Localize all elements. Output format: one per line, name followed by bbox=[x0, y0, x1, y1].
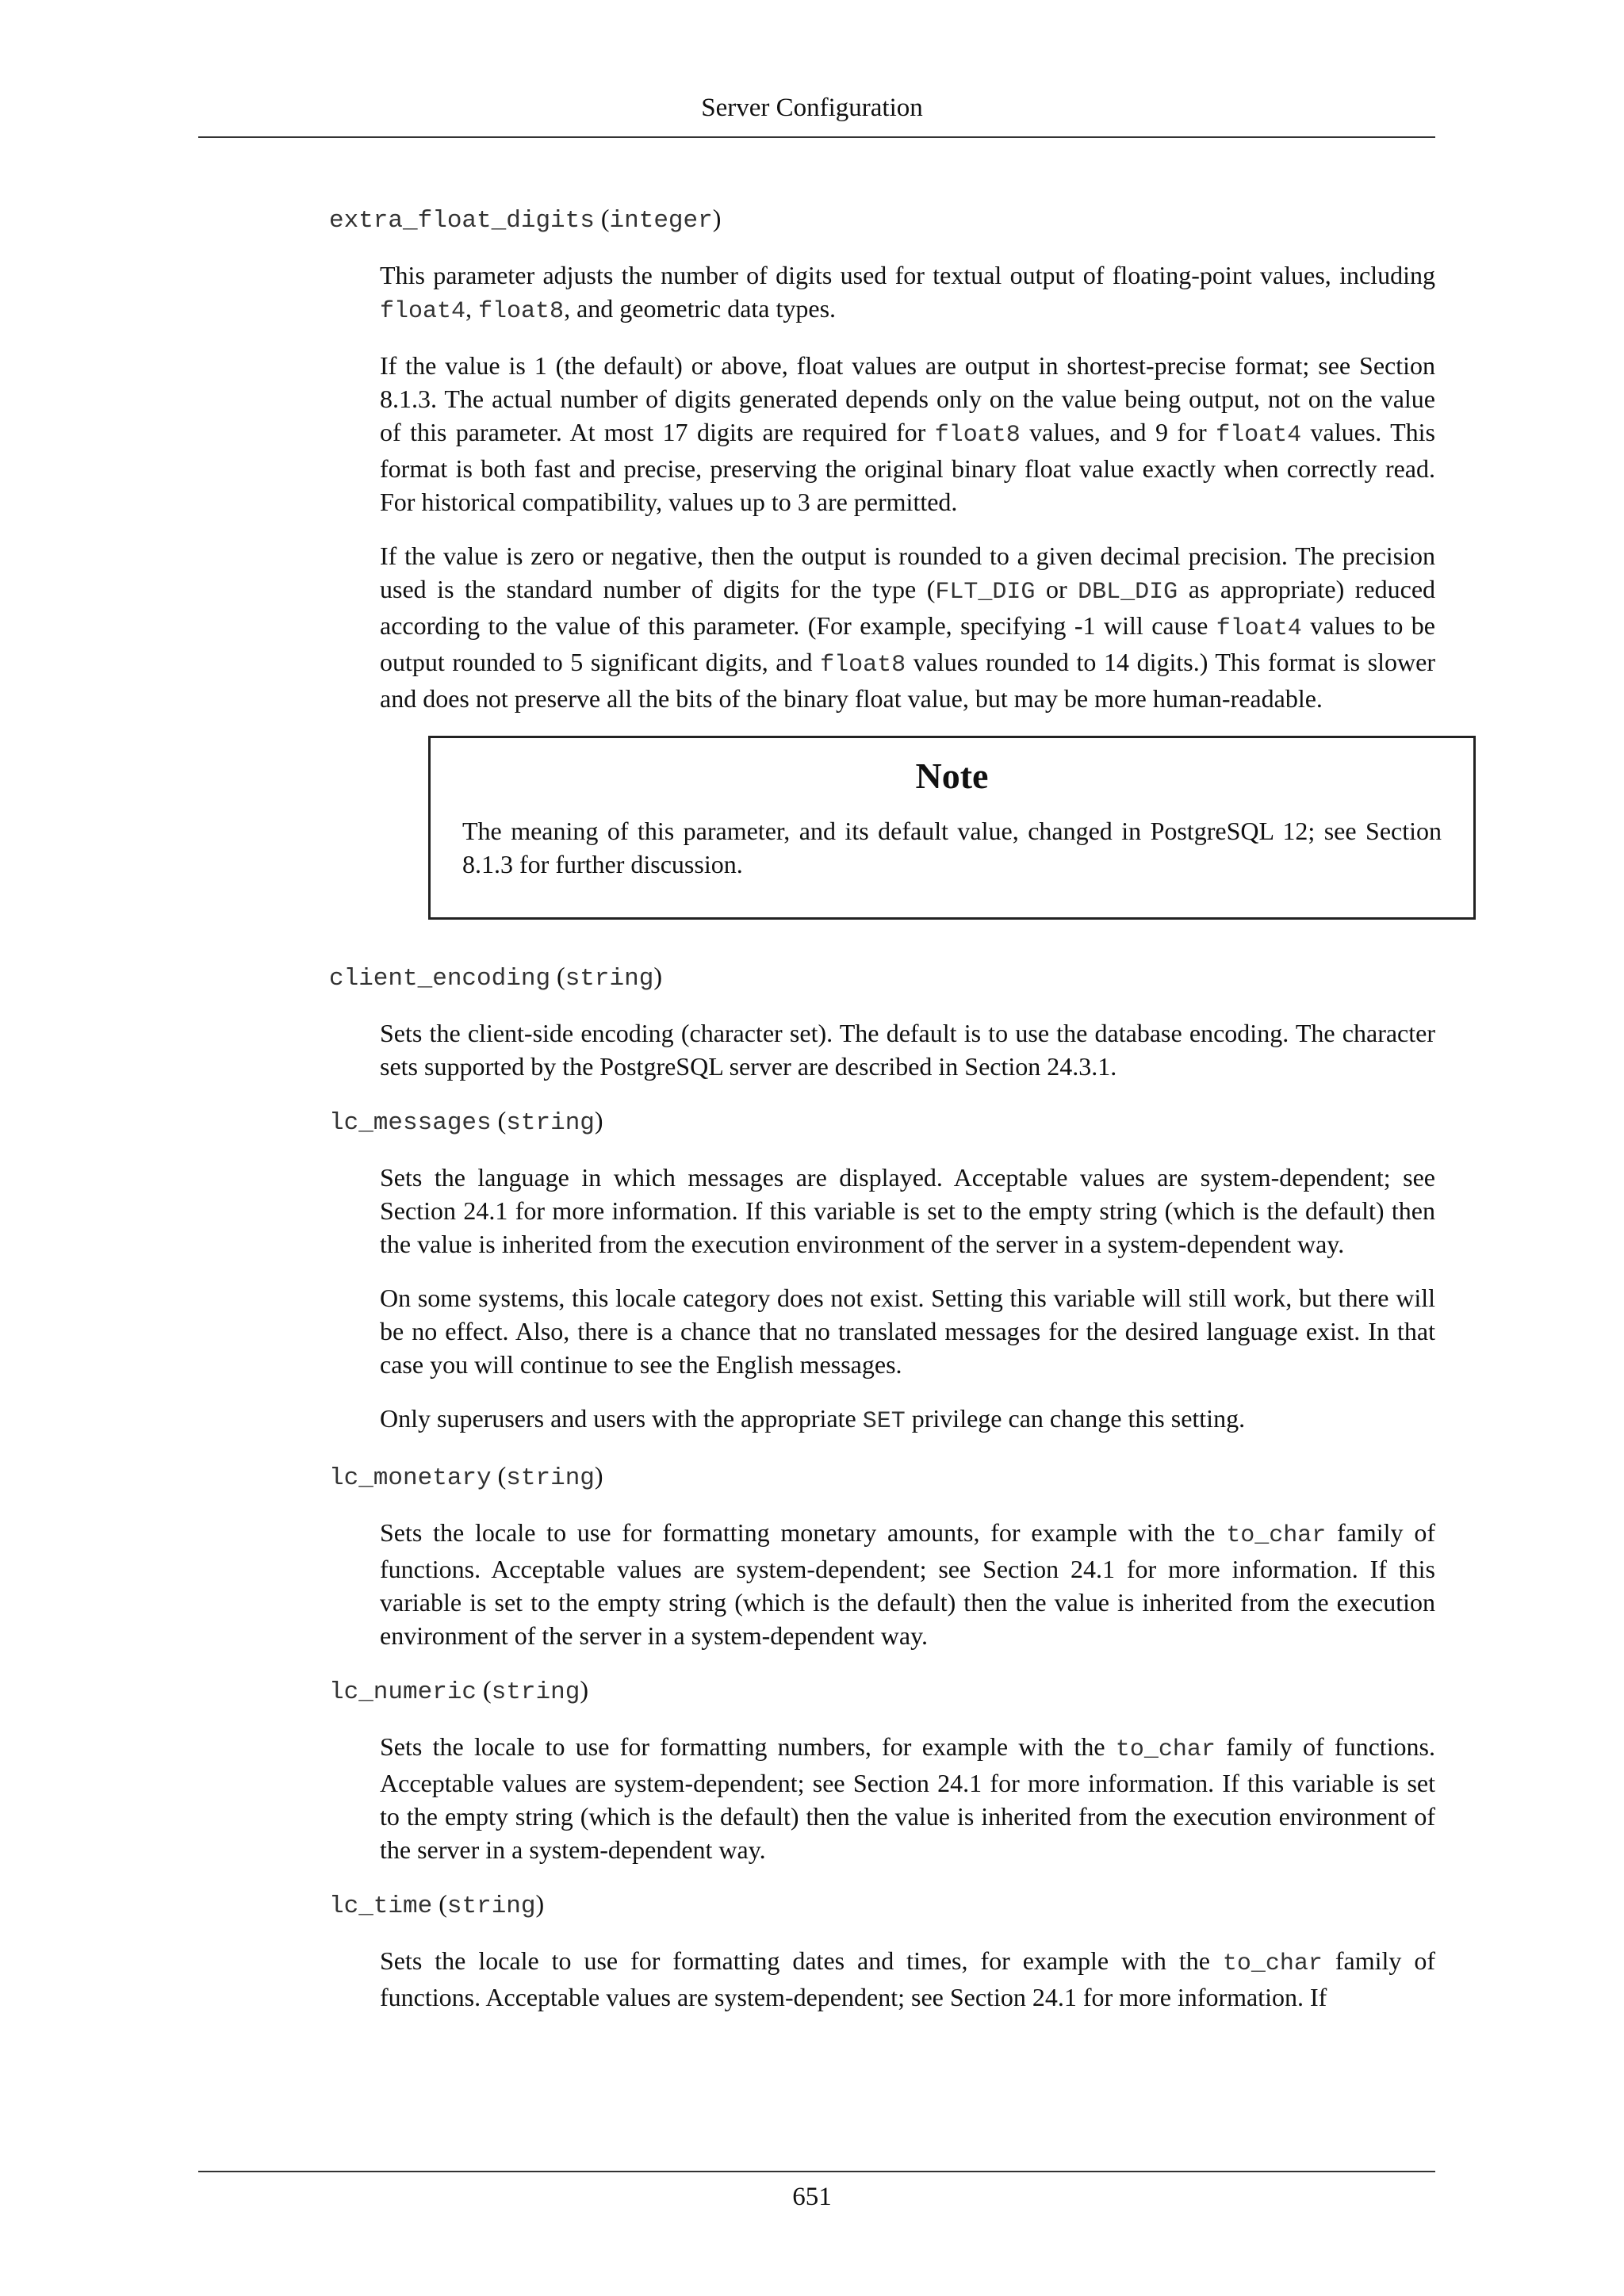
param-type: string bbox=[446, 1892, 536, 1920]
text: Only superusers and users with the appropriate bbox=[380, 1404, 863, 1433]
paragraph bbox=[380, 349, 1435, 519]
paragraph bbox=[380, 258, 1435, 328]
text: If the value is 1 (the default) or above, float values are output in shortest-precise format; see Section 8.1.3. The actual number of digits generated depends only on the value being output, not on the value of this parameter. At most 17 digits are required for bbox=[380, 351, 1435, 446]
code-literal: float8 bbox=[934, 422, 1021, 449]
paragraph: On some systems, this locale category does not exist. Setting this variable will still work, but there will be no effect. Also, there is a chance that no translated messages for the desired language exist. In that case you will continue to see the English messages. bbox=[380, 1284, 1435, 1379]
text: This parameter adjusts the number of digits used for textual output of floating-point values, including bbox=[380, 261, 1435, 289]
paragraph bbox=[380, 1944, 1435, 2014]
param-type: integer bbox=[609, 207, 713, 235]
text: values. This format is both fast and precise, preserving the original binary float value exactly when correctly read. For historical compatibility, values up to 3 are permitted. bbox=[380, 418, 1436, 516]
param-name: lc_monetary bbox=[329, 1464, 492, 1492]
text: , and geometric data types. bbox=[564, 294, 837, 323]
code-literal: FLT_DIG bbox=[935, 579, 1036, 606]
code-literal: float4 bbox=[1216, 422, 1302, 449]
header-rule bbox=[198, 136, 1435, 138]
param-type: string bbox=[491, 1678, 580, 1706]
param-name: lc_numeric bbox=[329, 1678, 477, 1706]
code-literal: to_char bbox=[1115, 1736, 1216, 1763]
footer-rule bbox=[198, 2171, 1435, 2172]
param-name: extra_float_digits bbox=[329, 207, 595, 235]
code-literal: float8 bbox=[820, 652, 906, 679]
text: Sets the locale to use for formatting dates and times, for example with the bbox=[380, 1946, 1223, 1975]
code-literal: float4 bbox=[1216, 615, 1302, 642]
param-type: string bbox=[565, 965, 654, 993]
text: family of functions. Acceptable values are system-dependent; see Section 24.1 for more information. If this variable is set to the empty string (which is the default) then the value is inherited from the execution environment of the server in a system-dependent way. bbox=[380, 1518, 1436, 1650]
text: privilege can change this setting. bbox=[905, 1404, 1246, 1433]
code-literal: DBL_DIG bbox=[1078, 579, 1178, 606]
note-title: Note bbox=[915, 756, 989, 796]
param-name: lc_messages bbox=[329, 1109, 492, 1137]
text: values, and 9 for bbox=[1020, 418, 1216, 446]
note-box bbox=[428, 736, 1476, 920]
param-type: string bbox=[506, 1109, 595, 1137]
paragraph bbox=[380, 539, 1435, 715]
text: values to be output rounded to 5 significant digits, and bbox=[380, 611, 1436, 676]
param-term-lc-messages: lc_messages (string) bbox=[329, 1106, 603, 1137]
code-literal: float8 bbox=[478, 298, 565, 325]
param-term-lc-time: lc_time (string) bbox=[329, 1889, 545, 1920]
page-number: 651 bbox=[792, 2183, 832, 2211]
text: Sets the locale to use for formatting monetary amounts, for example with the bbox=[380, 1518, 1227, 1547]
text: Sets the locale to use for formatting numbers, for example with the bbox=[380, 1732, 1116, 1761]
param-name: lc_time bbox=[329, 1892, 433, 1920]
code-literal: to_char bbox=[1222, 1950, 1323, 1977]
text: values rounded to 14 digits.) This format is slower and does not preserve all the bits of the binary float value, but may be more human-readable. bbox=[380, 648, 1436, 713]
param-term-lc-monetary: lc_monetary (string) bbox=[329, 1461, 603, 1492]
text: as appropriate) reduced according to the value of this parameter. (For example, specifying -1 will cause bbox=[380, 575, 1436, 640]
page-body bbox=[329, 193, 1442, 2034]
param-term-lc-numeric: lc_numeric (string) bbox=[329, 1675, 588, 1706]
paragraph bbox=[380, 1730, 1435, 1866]
note-text: The meaning of this parameter, and its default value, changed in PostgreSQL 12; see Section 8.1.3 for further discussion. bbox=[462, 817, 1442, 878]
code-literal: to_char bbox=[1226, 1522, 1327, 1549]
param-term-client-encoding: client_encoding (string) bbox=[329, 962, 662, 993]
param-term-extra-float-digits: extra_float_digits (integer) bbox=[329, 204, 722, 235]
param-type: string bbox=[506, 1464, 595, 1492]
running-header: Server Configuration bbox=[701, 94, 923, 122]
code-literal: SET bbox=[862, 1408, 906, 1435]
text: If the value is zero or negative, then the output is rounded to a given decimal precision. The precision used is the standard number of digits for the type ( bbox=[380, 541, 1435, 603]
code-literal: float4 bbox=[380, 298, 466, 325]
text: , bbox=[465, 294, 479, 323]
paragraph bbox=[380, 1516, 1435, 1652]
text: or bbox=[1035, 575, 1078, 603]
text: family of functions. Acceptable values are system-dependent; see Section 24.1 for more information. If bbox=[380, 1946, 1436, 2011]
param-name: client_encoding bbox=[329, 965, 551, 993]
paragraph: Sets the client-side encoding (character set). The default is to use the database encoding. The character sets supported by the PostgreSQL server are described in Section 24.3.1. bbox=[380, 1019, 1435, 1081]
paragraph: Sets the language in which messages are displayed. Acceptable values are system-dependent; see Section 24.1 for more information. If this variable is set to the empty string (which is the default) then the value is inherited from the execution environment of the server in a system-dependent way. bbox=[380, 1163, 1435, 1258]
paragraph bbox=[380, 1402, 1435, 1438]
text: family of functions. Acceptable values are system-dependent; see Section 24.1 for more information. If this variable is set to the empty string (which is the default) then the value is inherited from the execution environment of the server in a system-dependent way. bbox=[380, 1732, 1436, 1864]
